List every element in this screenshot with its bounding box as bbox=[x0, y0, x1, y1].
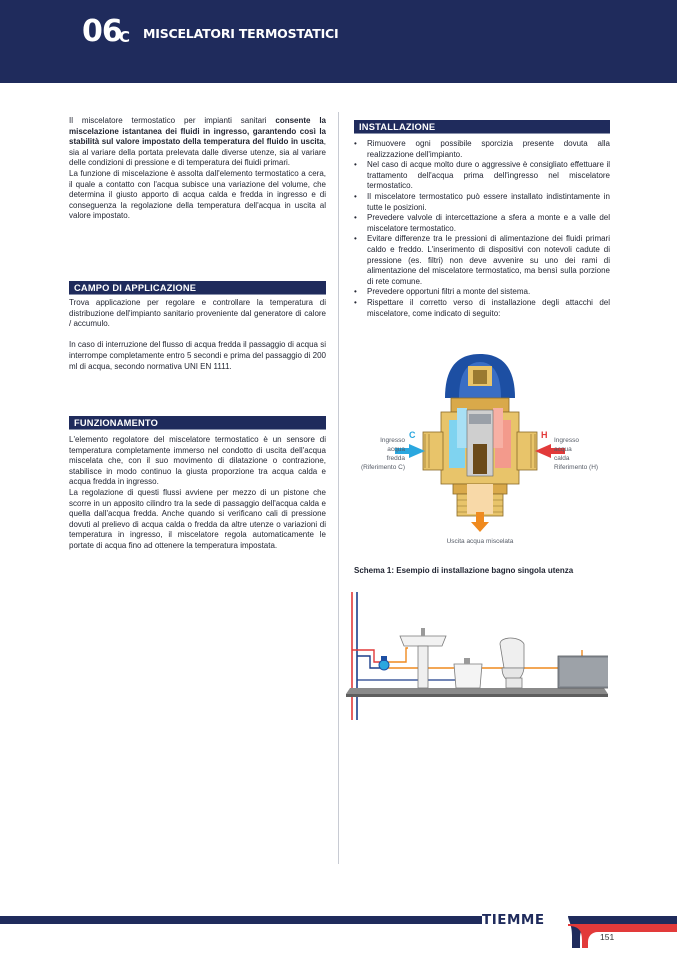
installazione-section bbox=[354, 120, 610, 319]
intro-paragraph-1: Il miscelatore termostatico per impianti sanitari consente la miscelazione istantanea dei fluidi in ingresso, garantendo così la stabilità sul valore impostato della temperatura del fluido in uscita, sia al variare della portata prelevata dalle diverse utenze, sia al variare delle condizioni di pressione e di temperatura dei fluidi primari. bbox=[69, 116, 326, 168]
page-header bbox=[0, 0, 677, 83]
page-number: 151 bbox=[600, 932, 615, 942]
bidet bbox=[454, 664, 482, 688]
schema-title: Schema 1: Esempio di installazione bagno singola utenza bbox=[354, 566, 574, 575]
bathroom-illustration bbox=[346, 588, 608, 722]
thermostatic-element bbox=[473, 444, 487, 474]
washbasin bbox=[400, 636, 446, 646]
brand-logo: TIEMME bbox=[482, 912, 545, 928]
bathroom-schema bbox=[346, 588, 608, 722]
list-item: • Il miscelatore termostatico può essere installato indistintamente in tutte le posizioni. bbox=[354, 192, 610, 213]
funzionamento-heading: FUNZIONAMENTO bbox=[69, 416, 326, 430]
campo-paragraph-2: In caso di interruzione del flusso di acqua fredda il passaggio di acqua si interrompe completamente entro 5 secondi e prima del passaggio di 200 ml di acqua, secondo normativa UNI EN 1111. bbox=[69, 340, 326, 371]
installazione-heading: INSTALLAZIONE bbox=[354, 120, 610, 134]
intro-section bbox=[69, 116, 326, 222]
campo-heading: CAMPO DI APPLICAZIONE bbox=[69, 281, 326, 295]
list-item: • Nel caso di acque molto dure o aggressive è consigliato effettuare il trattamento dell'acqua prima dell'ingresso nel miscelatore termostatico. bbox=[354, 160, 610, 192]
list-item: • Evitare differenze tra le pressioni di alimentazione dei fluidi primari caldo e freddo. L'inserimento di dispositivi con notevoli cadute di pressione (es. filtri) non deve avvenire su uno dei rami di alimentazione del miscelatore termostatico, ma bensì sulla porzione di rete comune. bbox=[354, 234, 610, 287]
funzionamento-paragraph-2: La regolazione di questi flussi avviene per mezzo di un pistone che scorre in un apposito cilindro tra la sede di passaggio dell'acqua calda e quella dall'acqua fredda. Anche quando si verificano cali di pressione dovuti al prelievo di acqua calda o fredda da altre utenze o variazioni di temperatura in ingresso, il miscelatore regola automaticamente le portate di acqua fino ad ottenere la temperatura impostata. bbox=[69, 487, 326, 550]
hot-inlet-label: Ingresso acqua calda Riferimento (H) bbox=[554, 437, 599, 471]
footer-swoosh bbox=[568, 912, 677, 948]
outlet-label: Uscita acqua miscelata bbox=[446, 538, 514, 545]
intro-paragraph-2: La funzione di miscelazione è assolta dall'elemento termostatico a cera, il quale a contatto con l'acqua subisce una variazione del volume, che determina il giusto apporto di acqua calda e fredda in ingresso e di conseguenza la regolazione della temperatura dell'acqua in uscita al valore impostato. bbox=[69, 168, 326, 221]
funzionamento-text bbox=[69, 435, 326, 552]
list-item: • Prevedere valvole di intercettazione a sfera a monte e a valle del miscelatore termostatico. bbox=[354, 213, 610, 234]
campo-text bbox=[69, 298, 326, 372]
campo-section bbox=[69, 281, 326, 372]
chapter-number: 06 bbox=[82, 14, 122, 49]
funzionamento-section bbox=[69, 416, 326, 552]
column-divider bbox=[338, 112, 339, 864]
installazione-list bbox=[354, 139, 610, 319]
toilet bbox=[500, 638, 524, 668]
funzionamento-paragraph-1: L'elemento regolatore del miscelatore termostatico è un sensore di temperatura completamente immerso nel condotto di uscita dell'acqua miscelata che, con il suo movimento di dilatazione o contrazione, stabilisce in modo continuo la giusta proporzione tra acqua calda e acqua fredda in ingresso. bbox=[69, 435, 326, 487]
hot-letter: H bbox=[541, 430, 548, 440]
cold-inlet-label: Ingresso acqua fredda (Riferimento C) bbox=[360, 437, 405, 471]
list-item: • Prevedere opportuni filtri a monte del sistema. bbox=[354, 287, 610, 298]
chapter-title: MISCELATORI TERMOSTATICI bbox=[143, 26, 339, 41]
footer-line bbox=[0, 916, 482, 924]
campo-paragraph-1: Trova applicazione per regolare e controllare la temperatura di distribuzione dell'impianto sanitario proveniente dal generatore di calore / accumulo. bbox=[69, 298, 326, 329]
chapter-letter: C bbox=[119, 28, 131, 46]
mixer-symbol bbox=[379, 660, 389, 670]
intro-text bbox=[69, 116, 326, 222]
cold-letter: C bbox=[409, 430, 416, 440]
list-item: • Rimuovere ogni possibile sporcizia presente dovuta alla realizzazione dell'impianto. bbox=[354, 139, 610, 160]
list-item: • Rispettare il corretto verso di installazione degli attacchi del miscelatore, come indicato di seguito: bbox=[354, 298, 610, 319]
valve-diagram bbox=[345, 348, 605, 553]
